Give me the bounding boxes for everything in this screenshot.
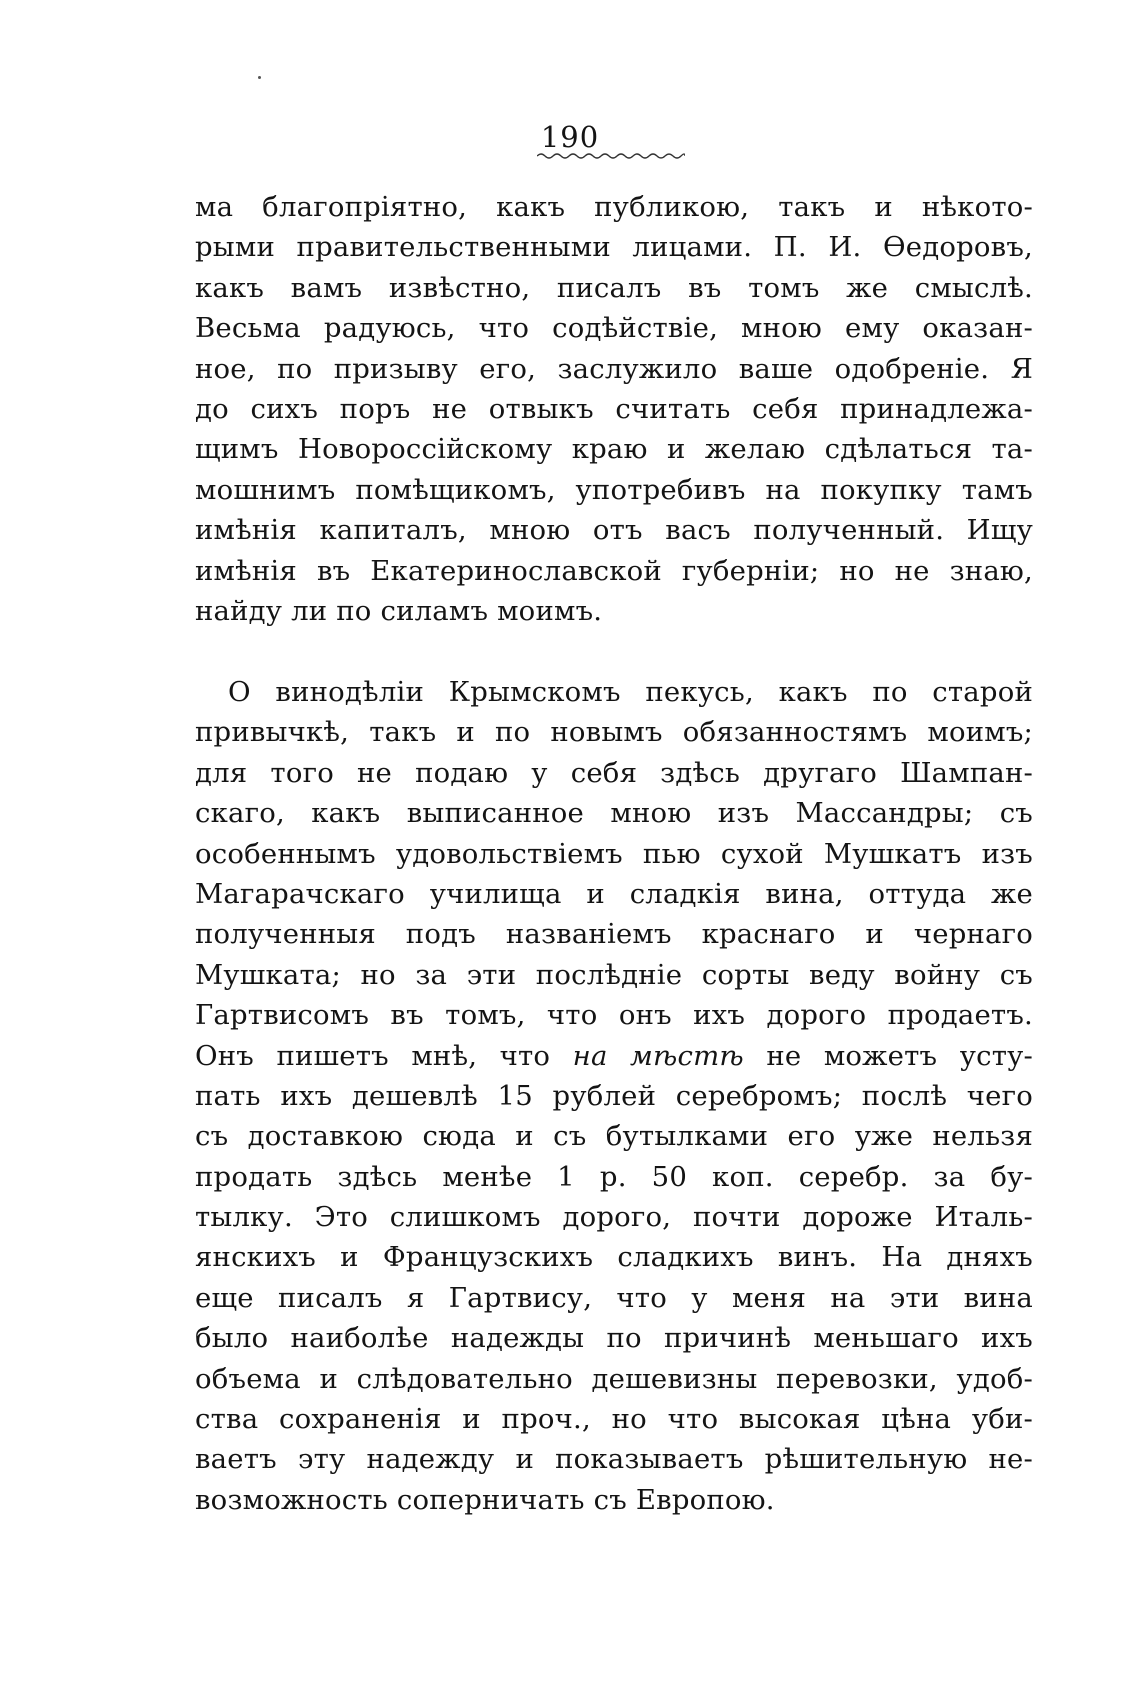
page-number-ornament xyxy=(537,152,685,160)
text-line: до сихъ поръ не отвыкъ считать себя принадлежа- xyxy=(195,392,1033,425)
text-line: мошнимъ помѣщикомъ, употребивъ на покупку тамъ xyxy=(195,473,1033,506)
text-line: рыми правительственными лицами. П. И. Өедоровъ, xyxy=(195,231,1033,264)
text-line-with-emphasis xyxy=(195,1036,1033,1076)
text-line: янскихъ и Французскихъ сладкихъ винъ. На дняхъ xyxy=(195,1241,1033,1274)
text-line: ма благопріятно, какъ публикою, такъ и нѣкото- xyxy=(195,191,1033,223)
text-line: ства сохраненія и проч., но что высокая цѣна уби- xyxy=(195,1403,1033,1436)
text-line: привычкѣ, такъ и по новымъ обязанностямъ моимъ; xyxy=(195,716,1033,749)
text-segment: Онъ пишетъ мнѣ, что xyxy=(195,1039,573,1072)
print-speck xyxy=(258,76,261,79)
page-number: 190 xyxy=(540,120,600,154)
text-segment: не можетъ усту- xyxy=(743,1039,1033,1072)
text-line: пать ихъ дешевлѣ 15 рублей серебромъ; послѣ чего xyxy=(195,1079,1033,1112)
text-line: еще писалъ я Гартвису, что у меня на эти вина xyxy=(195,1281,1033,1314)
text-line: было наиболѣе надежды по причинѣ меньшаго ихъ xyxy=(195,1322,1033,1355)
text-line: продать здѣсь менѣе 1 р. 50 коп. серебр. за бу- xyxy=(195,1160,1033,1193)
text-line: скаго, какъ выписанное мною изъ Массандры; съ xyxy=(195,797,1033,830)
text-line: какъ вамъ извѣстно, писалъ въ томъ же смыслѣ. xyxy=(195,271,1033,304)
text-line: полученныя подъ названіемъ краснаго и чернаго xyxy=(195,918,1033,951)
paragraph-1 xyxy=(195,187,1033,631)
text-line: найду ли по силамъ моимъ. xyxy=(195,594,603,627)
text-line: ваетъ эту надежду и показываетъ рѣшительную не- xyxy=(195,1443,1033,1476)
text-line: Гартвисомъ въ томъ, что онъ ихъ дорого продаетъ. xyxy=(195,999,1033,1032)
text-line: имѣнія капиталъ, мною отъ васъ полученный. Ищу xyxy=(195,514,1033,547)
text-line: ное, по призыву его, заслужило ваше одобреніе. Я xyxy=(195,352,1033,385)
text-line: тылку. Это слишкомъ дорого, почти дороже Италь- xyxy=(195,1201,1033,1234)
text-line: имѣнія въ Екатеринославской губерніи; но не знаю, xyxy=(195,554,1033,587)
paragraph-2 xyxy=(195,672,1033,1520)
text-line: Мушката; но за эти послѣдніе сорты веду войну съ xyxy=(195,958,1033,991)
text-line: объема и слѣдовательно дешевизны перевозки, удоб- xyxy=(195,1362,1033,1395)
text-line: Весьма радуюсь, что содѣйствіе, мною ему оказан- xyxy=(195,312,1033,345)
text-line: О винодѣліи Крымскомъ пекусь, какъ по старой xyxy=(228,676,1033,708)
emphasized-text: на мѣстѣ xyxy=(572,1039,744,1072)
text-line: особеннымъ удовольствіемъ пью сухой Мушкатъ изъ xyxy=(195,837,1033,870)
text-line: щимъ Новороссійскому краю и желаю сдѣлаться та- xyxy=(195,433,1033,466)
text-line: для того не подаю у себя здѣсь другаго Шампан- xyxy=(195,756,1033,789)
text-line: возможность соперничать съ Европою. xyxy=(195,1483,775,1516)
text-line: съ доставкою сюда и съ бутылками его уже нельзя xyxy=(195,1120,1033,1153)
text-line: Магарачскаго училища и сладкія вина, оттуда же xyxy=(195,877,1033,910)
